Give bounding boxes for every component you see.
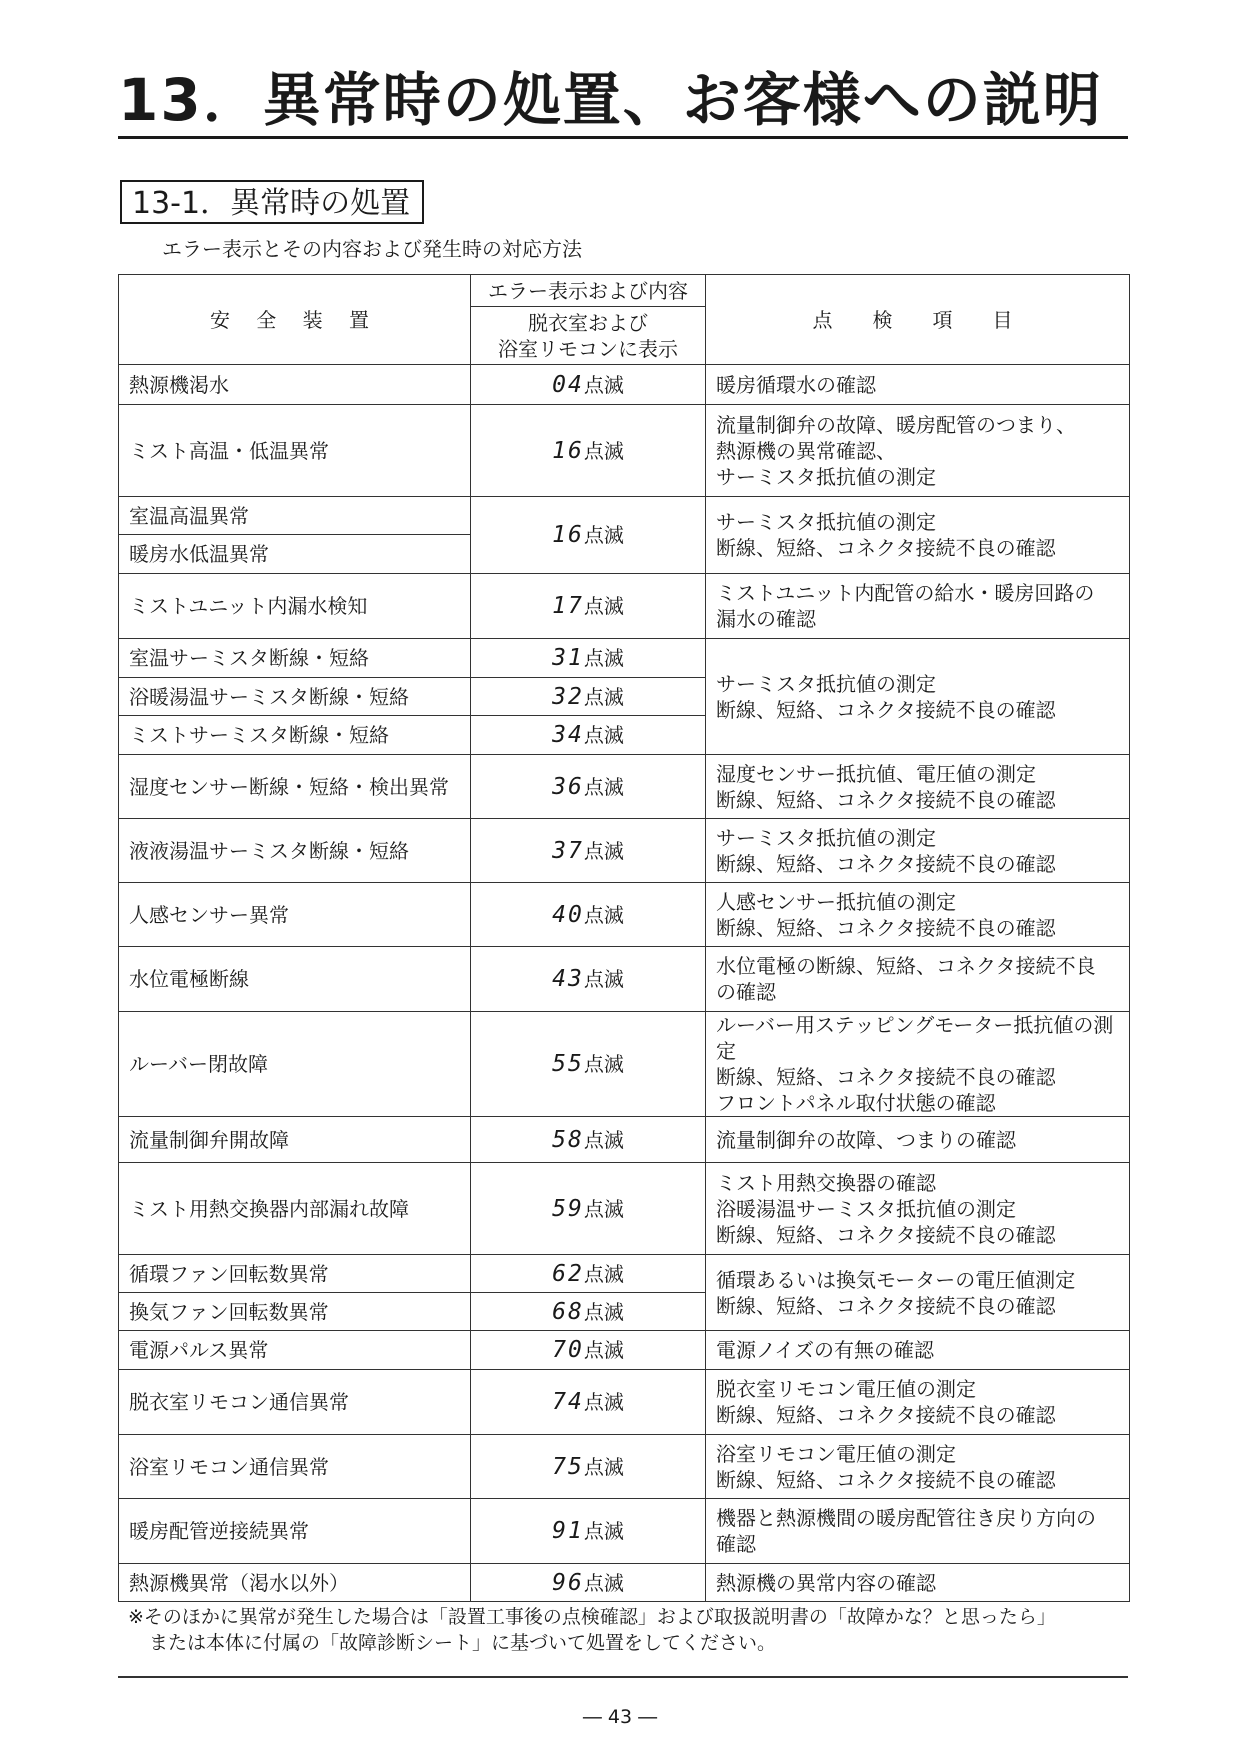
code-cell [471, 1163, 706, 1255]
error-code: 40 [552, 901, 584, 928]
device-cell: 循環ファン回転数異常 [119, 1255, 471, 1293]
device-cell: 室温サーミスタ断線・短絡 [119, 639, 471, 678]
page-number: ― 43 ― [582, 1706, 658, 1728]
table-row [119, 819, 1130, 883]
header-check-items: 点 検 項 目 [706, 275, 1130, 365]
code-cell [471, 755, 706, 819]
table-row [119, 947, 1130, 1012]
error-code: 58 [552, 1126, 584, 1153]
code-cell [471, 1117, 706, 1163]
device-cell: 流量制御弁開故障 [119, 1117, 471, 1163]
code-cell [471, 497, 706, 574]
error-code-suffix: 点滅 [583, 1127, 624, 1152]
check-cell: 脱衣室リモコン電圧値の測定 断線、短絡、コネクタ接続不良の確認 [706, 1370, 1130, 1435]
error-code: 36 [552, 773, 584, 800]
check-cell: 電源ノイズの有無の確認 [706, 1331, 1130, 1370]
error-code-suffix: 点滅 [583, 523, 624, 547]
check-cell: 湿度センサー抵抗値、電圧値の測定 断線、短絡、コネクタ接続不良の確認 [706, 755, 1130, 819]
error-code: 43 [552, 966, 584, 992]
error-code-suffix: 点滅 [583, 774, 624, 799]
device-cell: 暖房水低温異常 [119, 535, 471, 574]
error-code-suffix: 点滅 [583, 1196, 624, 1221]
section-title: 13-1．異常時の処置 [120, 180, 424, 224]
error-code-suffix: 点滅 [583, 594, 624, 618]
device-cell: 液液湯温サーミスタ断線・短絡 [119, 819, 471, 883]
page-title: 13．異常時の処置、お客様への説明 [118, 66, 1103, 134]
check-cell: ミストユニット内配管の給水・暖房回路の 漏水の確認 [706, 574, 1130, 639]
error-code-suffix: 点滅 [583, 1052, 624, 1076]
check-cell: ミスト用熱交換器の確認 浴暖湯温サーミスタ抵抗値の測定 断線、短絡、コネクタ接続不良の確認 [706, 1163, 1130, 1255]
check-cell: 人感センサー抵抗値の測定 断線、短絡、コネクタ接続不良の確認 [706, 883, 1130, 947]
table-row [119, 1499, 1130, 1564]
error-code-suffix: 点滅 [583, 1299, 624, 1324]
code-cell [471, 574, 706, 639]
error-code: 91 [552, 1518, 584, 1544]
check-cell: サーミスタ抵抗値の測定 断線、短絡、コネクタ接続不良の確認 [706, 819, 1130, 883]
code-cell [471, 1370, 706, 1435]
check-cell: サーミスタ抵抗値の測定 断線、短絡、コネクタ接続不良の確認 [706, 497, 1130, 574]
code-cell [471, 365, 706, 405]
check-cell: 流量制御弁の故障、つまりの確認 [706, 1117, 1130, 1163]
code-cell [471, 1293, 706, 1331]
error-code-suffix: 点滅 [583, 1454, 624, 1479]
check-cell: ルーバー用ステッピングモーター抵抗値の測定 断線、短絡、コネクタ接続不良の確認 フロントパネル取付状態の確認 [706, 1012, 1130, 1117]
code-cell [471, 405, 706, 497]
table-row [119, 1564, 1130, 1602]
device-cell: 電源パルス異常 [119, 1331, 471, 1370]
table-row [119, 639, 1130, 678]
error-code: 32 [552, 683, 584, 710]
table-row [119, 1331, 1130, 1370]
check-cell: 循環あるいは換気モーターの電圧値測定 断線、短絡、コネクタ接続不良の確認 [706, 1255, 1130, 1331]
check-cell: 流量制御弁の故障、暖房配管のつまり、 熱源機の異常確認、 サーミスタ抵抗値の測定 [706, 405, 1130, 497]
device-cell: 熱源機異常（渇水以外） [119, 1564, 471, 1602]
check-cell: 水位電極の断線、短絡、コネクタ接続不良 の確認 [706, 947, 1130, 1012]
device-cell: ルーバー閉故障 [119, 1012, 471, 1117]
error-code-suffix: 点滅 [583, 1570, 624, 1595]
error-code-suffix: 点滅 [583, 723, 624, 747]
table-row [119, 574, 1130, 639]
error-code: 34 [552, 722, 584, 748]
header-safety-device: 安 全 装 置 [119, 275, 471, 365]
error-code: 55 [552, 1051, 584, 1077]
error-table [118, 274, 1130, 1602]
table-row [119, 365, 1130, 405]
device-cell: 湿度センサー断線・短絡・検出異常 [119, 755, 471, 819]
title-rule [118, 136, 1128, 139]
error-code-suffix: 点滅 [583, 1519, 624, 1543]
device-cell: 脱衣室リモコン通信異常 [119, 1370, 471, 1435]
table-row [119, 755, 1130, 819]
error-code: 37 [552, 837, 584, 864]
error-code: 16 [552, 437, 584, 464]
device-cell: 水位電極断線 [119, 947, 471, 1012]
error-code: 74 [552, 1389, 584, 1415]
table-caption: エラー表示とその内容および発生時の対応方法 [162, 237, 582, 261]
device-cell: 浴暖湯温サーミスタ断線・短絡 [119, 678, 471, 716]
error-code: 31 [552, 645, 584, 671]
error-code-suffix: 点滅 [583, 1261, 624, 1286]
error-code: 04 [552, 371, 584, 398]
error-code: 16 [552, 522, 584, 548]
code-cell [471, 947, 706, 1012]
code-cell [471, 1255, 706, 1293]
error-code: 59 [552, 1195, 584, 1222]
code-cell [471, 1435, 706, 1499]
error-code-suffix: 点滅 [583, 838, 624, 863]
table-row [119, 1370, 1130, 1435]
check-cell: 浴室リモコン電圧値の測定 断線、短絡、コネクタ接続不良の確認 [706, 1435, 1130, 1499]
footer-rule [118, 1676, 1128, 1678]
error-code: 62 [552, 1260, 584, 1287]
header-error-group: エラー表示および内容 [471, 275, 706, 307]
table-row [119, 405, 1130, 497]
code-cell [471, 1564, 706, 1602]
check-cell: 暖房循環水の確認 [706, 365, 1130, 405]
table-row [119, 497, 1130, 535]
error-code-suffix: 点滅 [583, 372, 624, 397]
code-cell [471, 639, 706, 678]
error-code-suffix: 点滅 [583, 1390, 624, 1414]
device-cell: 換気ファン回転数異常 [119, 1293, 471, 1331]
error-code-suffix: 点滅 [583, 646, 624, 670]
table-row [119, 1012, 1130, 1117]
table-row [119, 1117, 1130, 1163]
check-cell: 機器と熱源機間の暖房配管往き戻り方向の 確認 [706, 1499, 1130, 1564]
check-cell: サーミスタ抵抗値の測定 断線、短絡、コネクタ接続不良の確認 [706, 639, 1130, 755]
check-cell: 熱源機の異常内容の確認 [706, 1564, 1130, 1602]
device-cell: 暖房配管逆接続異常 [119, 1499, 471, 1564]
code-cell [471, 819, 706, 883]
error-code: 68 [552, 1298, 584, 1325]
error-code: 17 [552, 593, 584, 619]
table-row [119, 883, 1130, 947]
device-cell: 室温高温異常 [119, 497, 471, 535]
device-cell: 浴室リモコン通信異常 [119, 1435, 471, 1499]
device-cell: ミスト用熱交換器内部漏れ故障 [119, 1163, 471, 1255]
error-code: 70 [552, 1337, 584, 1363]
code-cell [471, 883, 706, 947]
error-code-suffix: 点滅 [583, 902, 624, 927]
error-code-suffix: 点滅 [583, 1338, 624, 1362]
table-row [119, 1435, 1130, 1499]
code-cell [471, 1331, 706, 1370]
error-code-suffix: 点滅 [583, 967, 624, 991]
error-code: 75 [552, 1453, 584, 1480]
device-cell: ミストユニット内漏水検知 [119, 574, 471, 639]
device-cell: ミストサーミスタ断線・短絡 [119, 716, 471, 755]
device-cell: ミスト高温・低温異常 [119, 405, 471, 497]
code-cell [471, 1012, 706, 1117]
device-cell: 熱源機渇水 [119, 365, 471, 405]
footnote [128, 1604, 1128, 1656]
table-row [119, 1255, 1130, 1293]
code-cell [471, 1499, 706, 1564]
table-row [119, 1163, 1130, 1255]
error-code: 96 [552, 1569, 584, 1596]
footnote-line-1: ※そのほかに異常が発生した場合は「設置工事後の点検確認」および取扱説明書の「故障かな？と思ったら」 [128, 1606, 1056, 1628]
error-code-suffix: 点滅 [583, 438, 624, 463]
footnote-line-2: または本体に付属の「故障診断シート」に基づいて処置をしてください。 [149, 1632, 777, 1654]
code-cell [471, 716, 706, 755]
device-cell: 人感センサー異常 [119, 883, 471, 947]
error-code-suffix: 点滅 [583, 684, 624, 709]
header-display: 脱衣室および 浴室リモコンに表示 [471, 307, 706, 365]
code-cell [471, 678, 706, 716]
